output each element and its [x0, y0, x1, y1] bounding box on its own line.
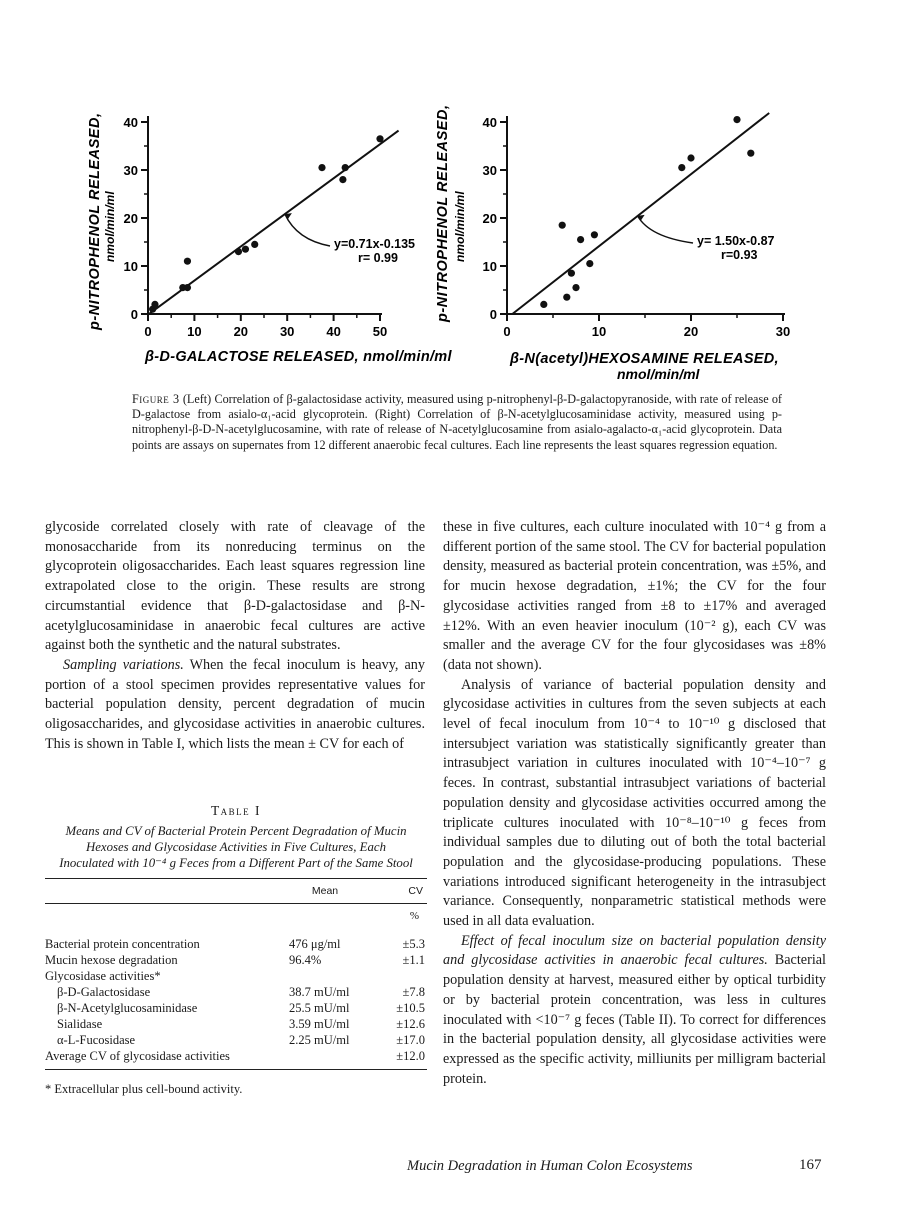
- left-axes: [124, 115, 388, 339]
- left-paragraph-1: glycoside correlated closely with rate of cleavage of the monosaccharide from its nonreducing terminus on the glycoprotein oligosaccharides. Each least squares regression line extrapolated close to the origin. These results are strong circumstantial evidence that β-D-galactosidase and β-N-acetylglucosaminidase in anaerobic fecal cultures are active against both the synthetic and the natural substrates.: [45, 519, 425, 654]
- y-tick-label: 30: [482, 163, 497, 178]
- y-tick-label: 40: [123, 115, 138, 130]
- row-mean: 38.7 mU/ml: [289, 984, 350, 999]
- col-header-cv: CV: [408, 885, 423, 897]
- data-point: [577, 236, 584, 243]
- data-point: [235, 248, 242, 255]
- row-label: Bacterial protein concentration: [45, 936, 200, 951]
- y-tick-label: 0: [130, 307, 138, 322]
- right-xlabel: β-N(acetyl)HEXOSAMINE RELEASED,: [510, 351, 779, 367]
- table-subtitle: Means and CV of Bacterial Protein Percent Degradation of Mucin Hexoses and Glycosidase Activities in Five Cultures, Each Inoculated with 10⁻⁴ g Feces from a Different Part of the Same Stool: [59, 824, 413, 870]
- data-point: [678, 164, 685, 171]
- x-tick-label: 50: [372, 324, 388, 339]
- figure-caption: [132, 392, 782, 453]
- row-cv: ±1.1: [402, 952, 425, 967]
- data-point: [242, 246, 249, 253]
- left-chart: [87, 113, 453, 365]
- x-tick-label: 10: [591, 324, 607, 339]
- row-cv: [361, 968, 427, 984]
- right-paragraph-3: [443, 932, 826, 1090]
- row-mean: 25.5 mU/ml: [289, 1000, 350, 1015]
- row-label: β-D-Galactosidase: [57, 984, 151, 999]
- annotation-leader: [285, 214, 330, 246]
- correlation-coefficient: r= 0.99: [358, 251, 398, 265]
- left-ylabel-units: nmol/min/ml: [103, 191, 117, 262]
- row-mean: 476 μg/ml: [289, 936, 341, 951]
- cv-unit: %: [361, 904, 427, 929]
- right-xlabel-units: nmol/min/ml: [617, 366, 700, 382]
- right-chart: [435, 105, 790, 382]
- left-ylabel: p-NITROPHENOL RELEASED,: [87, 112, 103, 330]
- data-point: [591, 231, 598, 238]
- table-row: [45, 1000, 427, 1016]
- row-cv: ±12.0: [396, 1048, 425, 1063]
- y-tick-label: 10: [123, 259, 138, 274]
- row-mean: [289, 968, 361, 984]
- regression-line: [513, 113, 770, 314]
- y-tick-label: 30: [123, 163, 138, 178]
- right-ylabel-units: nmol/min/ml: [453, 191, 467, 262]
- data-point: [572, 284, 579, 291]
- data-point: [339, 176, 346, 183]
- row-mean: [289, 1048, 361, 1064]
- row-label: β-N-Acetylglucosaminidase: [57, 1000, 198, 1015]
- data-point: [568, 270, 575, 277]
- row-mean: 2.25 mU/ml: [289, 1032, 350, 1047]
- data-point: [540, 301, 547, 308]
- row-label: Average CV of glycosidase activities: [45, 1048, 230, 1063]
- table-footnote: * Extracellular plus cell-bound activity.: [45, 1082, 243, 1096]
- figure-3: [0, 0, 898, 390]
- right-paragraph-1: these in five cultures, each culture inoculated with 10⁻⁴ g from a different portion of the same stool. The CV for bacterial population density, measured as bacterial protein concentration, was ±5%, and for mucin hexose degradation, ±1%; the CV for the four glycosidase activities ranged from ±8 to ±17% and averaged ±12%. With an even heavier inoculum (10⁻² g), each CV was smaller and the average CV for the four glycosidases was ±8% (data not shown).: [443, 519, 826, 673]
- left-column: [45, 518, 425, 754]
- y-tick-label: 20: [123, 211, 138, 226]
- table-1: [45, 803, 427, 1097]
- caption-lead: Figure 3: [132, 392, 180, 406]
- right-marks: [513, 113, 775, 314]
- col-header-mean: Mean: [311, 885, 339, 897]
- sampling-variations-text: When the fecal inoculum is heavy, any portion of a stool specimen provides representative values for bacterial population density, percent degradation of mucin oligosaccharides, and glycosidase activities in anaerobic cultures. This is shown in Table I, which lists the mean ± CV for each of: [45, 656, 425, 752]
- row-mean: 96.4%: [289, 952, 322, 967]
- inoculum-size-heading: Effect of fecal inoculum size on bacterial population density and glycosidase activities in anaerobic fecal cultures.: [443, 932, 826, 969]
- sampling-variations-heading: Sampling variations.: [63, 656, 184, 673]
- right-axes: [483, 115, 791, 339]
- inoculum-size-text: Bacterial population density at harvest, measured either by optical turbidity or by bacterial protein concentration, was less in cultures inoculated with <10⁻⁷ g feces (Table II). To correct for differences in the bacterial population density, all glycosidase activities were expressed as the specific activity, milliunits per milligram bacterial protein.: [443, 952, 826, 1087]
- data-point: [376, 135, 383, 142]
- right-ylabel: p-NITROPHENOL RELEASED,: [435, 104, 451, 322]
- data-point: [151, 301, 158, 308]
- y-tick-label: 0: [489, 307, 497, 322]
- table-row: [45, 968, 427, 984]
- row-cv: ±17.0: [396, 1032, 425, 1047]
- data-point: [184, 284, 191, 291]
- row-cv: ±7.8: [402, 984, 425, 999]
- table-row: [45, 1032, 427, 1048]
- row-mean: 3.59 mU/ml: [289, 1016, 350, 1031]
- y-tick-label: 40: [482, 115, 497, 130]
- left-marks: [148, 131, 415, 315]
- left-paragraph-2: [45, 656, 425, 755]
- row-label: Glycosidase activities*: [45, 968, 161, 983]
- table-row: [45, 1016, 427, 1032]
- row-label: Mucin hexose degradation: [45, 952, 178, 967]
- table-row: [45, 952, 427, 968]
- x-tick-label: 30: [279, 324, 295, 339]
- caption-text: (Left) Correlation of β-galactosidase activity, measured using p-nitrophenyl-β-D-galactopyranoside, with rate of release of D-galactose from asialo-α₁-acid glycoprotein. (Right) Correlation of β-N-acetylglucosaminidase activity, measured using p-nitrophenyl-β-D-N-acetylglucosamine, with rate of release of N-acetylglucosamine from asialo-agalacto-α₁-acid glycoprotein. Data points are assays on supernates from 12 different anaerobic fecal cultures. Each line represents the least squares regression equation.: [132, 392, 782, 452]
- data-point: [251, 241, 258, 248]
- data-point: [733, 116, 740, 123]
- x-tick-label: 40: [326, 324, 341, 339]
- running-title: Mucin Degradation in Human Colon Ecosystems: [407, 1158, 693, 1174]
- row-cv: ±10.5: [396, 1000, 425, 1015]
- data-point: [342, 164, 349, 171]
- left-xlabel: β-D-GALACTOSE RELEASED, nmol/min/ml: [145, 349, 452, 365]
- y-tick-label: 10: [482, 259, 497, 274]
- regression-equation: y= 1.50x-0.87: [697, 234, 775, 248]
- row-label: Sialidase: [57, 1016, 103, 1031]
- x-tick-label: 30: [775, 324, 791, 339]
- data-point: [586, 260, 593, 267]
- x-tick-label: 0: [503, 324, 511, 339]
- right-paragraph-2: Analysis of variance of bacterial population density and glycosidase activities in cultures from the seven subjects at each level of fecal inoculum from 10⁻⁴ to 10⁻¹⁰ g disclosed that intersubject variation was statistically significantly greater than intrasubject variation in cultures inoculated with 10⁻⁴–10⁻⁷ g feces. In contrast, substantial intrasubject variations of bacterial population density and glycosidase activities occurred among the triplicate cultures inoculated with 10⁻⁸–10⁻¹⁰ g feces from individual samples due to diluting out of both the total bacterial population and the glycosidase-producing populations. These variations introduced significant heterogeneity in the intrasubject variance. Consequently, nonparametric statistical methods were used in all data evaluation.: [443, 676, 826, 930]
- table-row: [45, 936, 427, 952]
- row-cv: ±5.3: [402, 936, 425, 951]
- x-tick-label: 10: [187, 324, 202, 339]
- x-tick-label: 20: [683, 324, 699, 339]
- data-point: [559, 222, 566, 229]
- data-point: [184, 258, 191, 265]
- annotation-leader: [638, 216, 693, 243]
- table-title: Table I: [210, 803, 262, 818]
- data-point: [318, 164, 325, 171]
- y-tick-label: 20: [482, 211, 497, 226]
- data-point: [747, 150, 754, 157]
- right-column: [443, 518, 826, 1089]
- page-number: 167: [799, 1157, 822, 1173]
- data-point: [563, 294, 570, 301]
- table-row: [45, 984, 427, 1000]
- x-tick-label: 0: [144, 324, 152, 339]
- regression-equation: y=0.71x-0.135: [334, 237, 415, 251]
- table-body: [45, 879, 427, 1064]
- x-tick-label: 20: [233, 324, 249, 339]
- table-row: [45, 1048, 427, 1064]
- data-point: [687, 154, 694, 161]
- correlation-coefficient: r=0.93: [721, 248, 758, 262]
- row-cv: ±12.6: [396, 1016, 425, 1031]
- row-label: α-L-Fucosidase: [57, 1032, 136, 1047]
